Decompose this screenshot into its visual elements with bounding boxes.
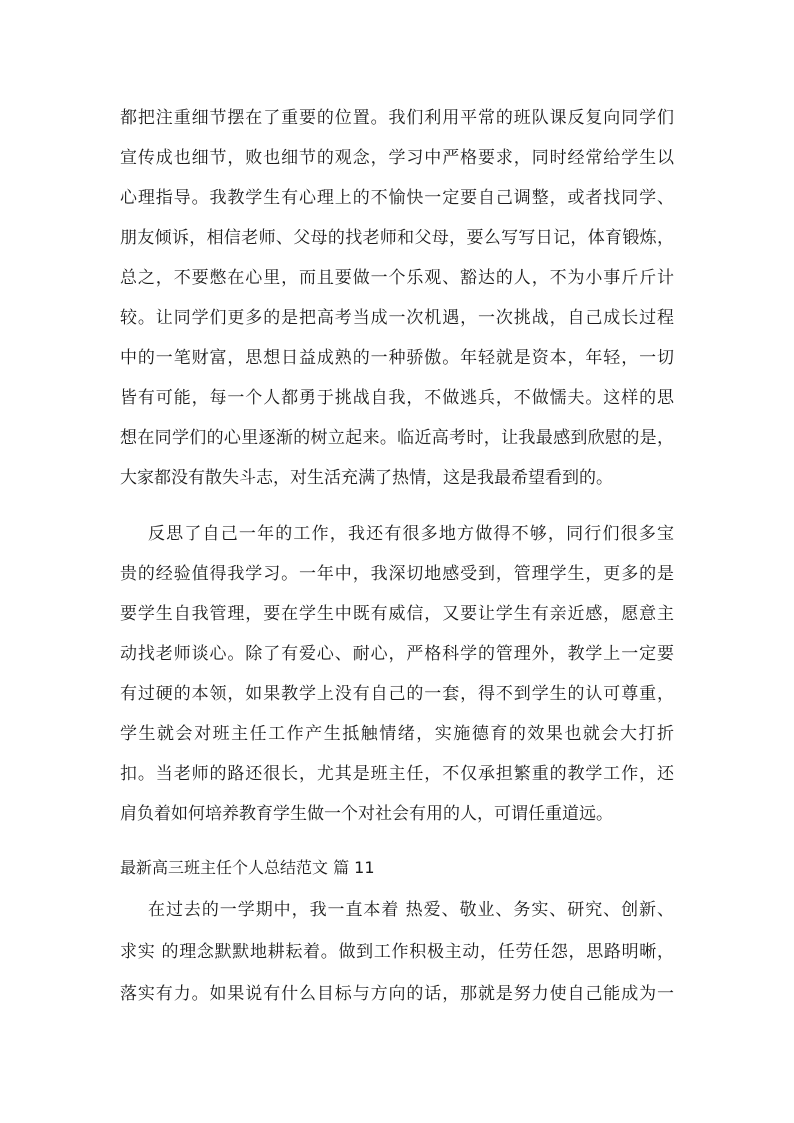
- paragraph-3-line: 在过去的一学期中，我一直本着 热爱、敬业、务实、研究、创新、: [148, 900, 674, 920]
- paragraph-1-line: 皆有可能，每一个人都勇于挑战自我，不做逃兵，不做懦夫。这样的思: [120, 388, 674, 408]
- paragraph-1-line: 想在同学们的心里逐渐的树立起来。临近高考时，让我最感到欣慰的是，: [120, 428, 674, 448]
- section-heading: 最新高三班主任个人总结范文 篇 11: [120, 858, 375, 877]
- paragraph-1-line: 都把注重细节摆在了重要的位置。我们利用平常的班队课反复向同学们: [120, 108, 674, 128]
- paragraph-2-line: 要学生自我管理，要在学生中既有威信，又要让学生有亲近感，愿意主: [120, 604, 674, 624]
- paragraph-1-line: 总之，不要憋在心里，而且要做一个乐观、豁达的人，不为小事斤斤计: [120, 268, 674, 288]
- paragraph-2-line: 学生就会对班主任工作产生抵触情绪，实施德育的效果也就会大打折: [120, 724, 674, 744]
- paragraph-1-line: 较。让同学们更多的是把高考当成一次机遇，一次挑战，自己成长过程: [120, 308, 674, 328]
- paragraph-3-line: 落实有力。如果说有什么目标与方向的话，那就是努力使自己能成为一: [120, 984, 674, 1004]
- paragraph-1-line: 中的一笔财富，思想日益成熟的一种骄傲。年轻就是资本，年轻，一切: [120, 348, 674, 368]
- paragraph-1-line: 大家都没有散失斗志，对生活充满了热情，这是我最希望看到的。: [120, 468, 613, 488]
- paragraph-2-line: 反思了自己一年的工作，我还有很多地方做得不够，同行们很多宝: [148, 524, 674, 544]
- paragraph-1-line: 心理指导。我教学生有心理上的不愉快一定要自己调整，或者找同学、: [120, 188, 674, 208]
- paragraph-2-line: 动找老师谈心。除了有爱心、耐心，严格科学的管理外，教学上一定要: [120, 644, 674, 664]
- paragraph-3-line: 求实 的理念默默地耕耘着。做到工作积极主动，任劳任怨，思路明晰，: [120, 942, 674, 962]
- paragraph-1-line: 宣传成也细节，败也细节的观念，学习中严格要求，同时经常给学生以: [120, 148, 674, 168]
- paragraph-1-line: 朋友倾诉，相信老师、父母的找老师和父母，要么写写日记，体育锻炼，: [120, 228, 674, 248]
- paragraph-2-line: 扣。当老师的路还很长，尤其是班主任，不仅承担繁重的教学工作，还: [120, 764, 674, 784]
- paragraph-2-line: 有过硬的本领，如果教学上没有自己的一套，得不到学生的认可尊重，: [120, 684, 674, 704]
- paragraph-2-line: 贵的经验值得我学习。一年中，我深切地感受到，管理学生，更多的是: [120, 564, 674, 584]
- paragraph-2-line: 肩负着如何培养教育学生做一个对社会有用的人，可谓任重道远。: [120, 804, 613, 824]
